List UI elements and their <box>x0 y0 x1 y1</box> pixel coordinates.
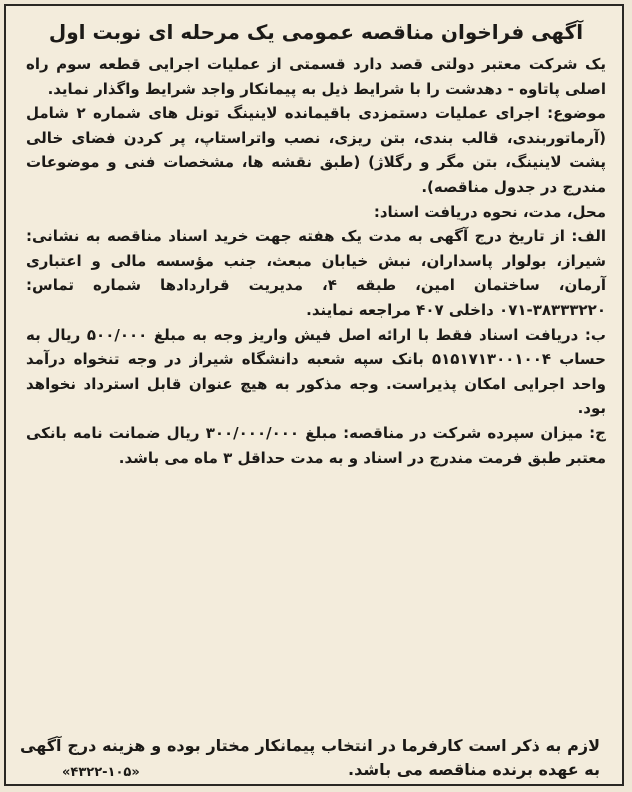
notice-code: «۴۳۲۲-۱۰۵» <box>62 765 140 780</box>
intro-paragraph: یک شرکت معتبر دولتی قصد دارد قسمتی از عملیات اجرایی قطعه سوم راه اصلی پاتاوه - دهدشت را با شرایط ذیل به پیمانکار واجد شرایط واگذار نماید. <box>26 55 606 98</box>
notice-frame <box>4 4 624 786</box>
notice-body <box>26 16 606 470</box>
closing-paragraph: لازم به ذکر است کارفرما در انتخاب پیمانکار مختار بوده و هزینه درج آگهی به عهده برنده مناقصه می باشد. <box>20 736 600 779</box>
item-jim-paragraph: ج: میزان سپرده شرکت در مناقصه: مبلغ ۳۰۰/۰۰۰/۰۰۰ ریال ضمانت نامه بانکی معتبر طبق فرمت مندرج در اسناد و به مدت حداقل ۳ ماه می باشد. <box>26 423 606 467</box>
item-alef-paragraph: الف: از تاریخ درج آگهی به مدت یک هفته جهت خرید اسناد مناقصه به نشانی: شیراز، بولوار پاسداران، نبش خیابان مبعث، جنب مؤسسه مالی و اعتباری آرمان، ساختمان امین، طبقه ۴، مدیریت قراردادها شماره تماس: ۳۸۳۳۳۲۲۰-۰۷۱ داخلی ۴۰۷ مراجعه نمایند. <box>26 227 606 319</box>
place-heading: محل، مدت، نحوه دریافت اسناد: <box>373 202 606 221</box>
notice-title: آگهی فراخوان مناقصه عمومی یک مرحله ای نوبت اول <box>48 20 584 44</box>
item-be-paragraph: ب: دریافت اسناد فقط با ارائه اصل فیش واریز وجه به مبلغ ۵۰۰/۰۰۰ ریال به حساب ۵۱۵۱۷۱۳۰۰۱۰۰۴ بانک سپه شعبه دانشگاه شیراز در وجه تنخواه درآمد واحد اجرایی امکان پذیراست. وجه مذکور به هیچ عنوان قابل استرداد نخواهد بود. <box>26 325 607 418</box>
subject-paragraph: موضوع: اجرای عملیات دستمزدی باقیمانده لاینینگ تونل های شماره ۲ شامل (آرماتوربندی، قالب بندی، بتن ریزی، نصب واتراستاپ، پر کردن فضای خالی پشت لاینینگ، بتن مگر و رگلاژ) (طبق نقشه ها، مشخصات فنی و موضوعات مندرج در جدول مناقصه). <box>26 104 606 196</box>
